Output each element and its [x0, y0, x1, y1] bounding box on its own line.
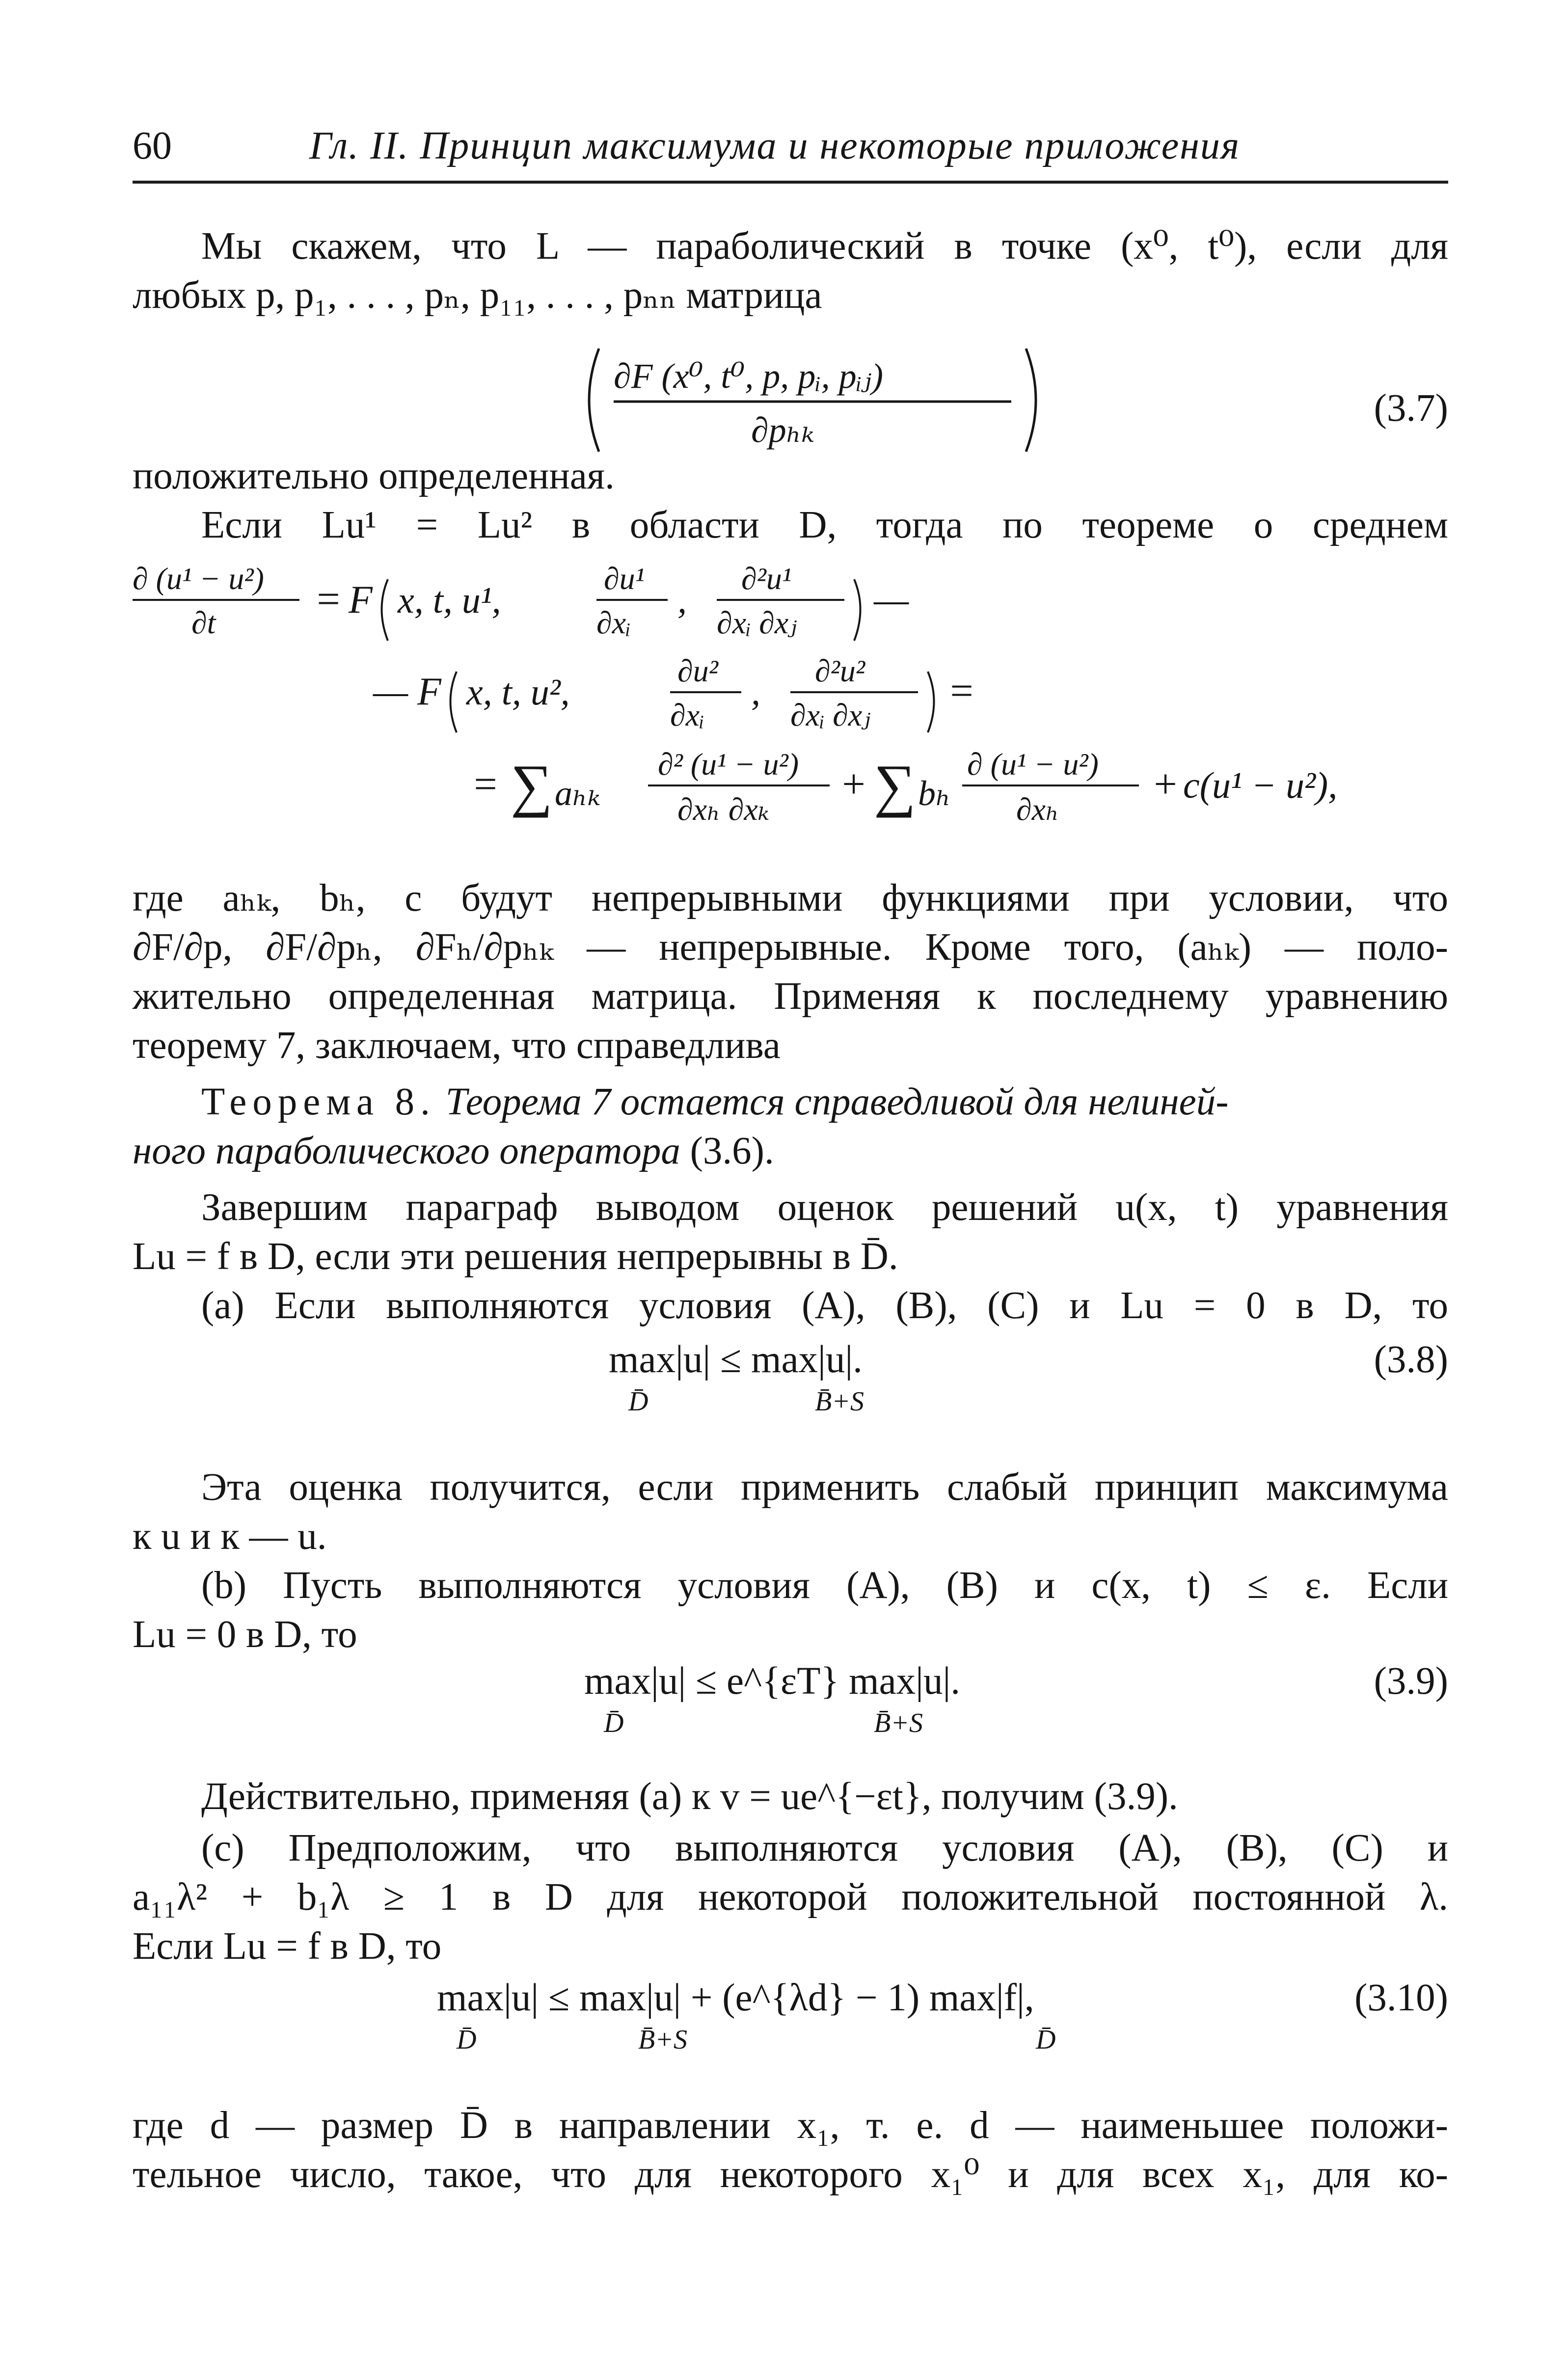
svg-text:c(u¹ − u²),: c(u¹ − u²),	[1183, 765, 1338, 806]
text-line: где aₕₖ, bₕ, c будут непрерывными функциями при условии, что	[133, 877, 1448, 920]
text-line: (a) Если выполняются условия (A), (B), (C) и Lu = 0 в D, то	[201, 1284, 1448, 1327]
svg-text:∂u²: ∂u²	[677, 653, 718, 688]
svg-text:+: +	[839, 761, 867, 807]
header-rule	[133, 181, 1448, 184]
theorem-label: Теорема 8.	[201, 1081, 436, 1123]
svg-text:bₕ: bₕ	[918, 774, 951, 813]
svg-text:∂xₕ: ∂xₕ	[1016, 792, 1059, 827]
svg-text:∂² (u¹ − u²): ∂² (u¹ − u²)	[658, 747, 799, 782]
text-line: жительно определенная матрица. Применяя к последнему уравнению	[133, 975, 1448, 1018]
text-line: Завершим параграф выводом оценок решений u(x, t) уравнения	[201, 1186, 1448, 1229]
svg-text:=: =	[947, 668, 975, 714]
theorem-statement: Теорема 7 остается справедливой для нелиней-	[445, 1081, 1229, 1123]
text-line: любых p, p₁, . . . , pₙ, p₁₁, . . . , pₙₙ матрица	[133, 274, 822, 317]
mean-value-formula	[133, 555, 1448, 849]
text-line: Lu = 0 в D, то	[133, 1613, 357, 1656]
svg-text:F: F	[349, 578, 373, 622]
formula-3-7-denominator: ∂pₕₖ	[751, 410, 814, 450]
svg-text:∂t: ∂t	[191, 605, 216, 640]
formula-3-10	[437, 1974, 1173, 2072]
equation-number-3-10: (3.10)	[1354, 1976, 1448, 2019]
svg-text:∂xₕ ∂xₖ: ∂xₕ ∂xₖ	[677, 792, 770, 827]
svg-text:∂xᵢ ∂xⱼ: ∂xᵢ ∂xⱼ	[790, 698, 871, 732]
formula-3-8-sub2: B̄+S	[815, 1386, 864, 1417]
equation-number-3-9: (3.9)	[1374, 1660, 1448, 1703]
text-line: Действительно, применяя (a) к v = ue^{−εt}, получим (3.9).	[201, 1775, 1178, 1818]
svg-text:∂xᵢ: ∂xᵢ	[596, 605, 631, 640]
svg-text:∂xᵢ ∂xⱼ: ∂xᵢ ∂xⱼ	[717, 605, 797, 640]
theorem-8-line2	[133, 1127, 1448, 1176]
formula-3-9-sub2: B̄+S	[874, 1708, 923, 1738]
svg-text:∂xᵢ: ∂xᵢ	[670, 698, 705, 732]
equation-number-3-8: (3.8)	[1374, 1338, 1448, 1381]
svg-text:∂ (u¹ − u²): ∂ (u¹ − u²)	[967, 747, 1099, 782]
svg-text:x, t, u²,: x, t, u²,	[466, 672, 570, 713]
formula-3-8	[609, 1335, 1001, 1433]
equation-number-3-7: (3.7)	[1374, 387, 1448, 430]
formula-3-10-sub2: B̄+S	[638, 2025, 687, 2055]
running-header	[133, 119, 1448, 173]
formula-3-9-main: max|u| ≤ e^{εT} max|u|.	[584, 1660, 961, 1703]
text-line: a₁₁λ² + b₁λ ≥ 1 в D для некоторой положительной постоянной λ.	[133, 1876, 1448, 1919]
formula-3-9	[584, 1657, 1026, 1755]
svg-text:,: ,	[751, 672, 760, 713]
svg-text:x, t, u¹,: x, t, u¹,	[398, 580, 501, 621]
text-line: где d — размер D̄ в направлении x₁, т. е. d — наименьшее положи-	[133, 2104, 1448, 2147]
formula-3-9-sub1: D̄	[604, 1708, 624, 1738]
text-line: Lu = f в D, если эти решения непрерывны в D̄.	[133, 1235, 898, 1278]
text-line: тельное число, такое, что для некоторого x₁⁰ и для всех x₁, для ко-	[133, 2153, 1448, 2196]
running-title: Гл. II. Принцип максимума и некоторые приложения	[309, 124, 1241, 167]
svg-text:∂u¹: ∂u¹	[604, 561, 645, 596]
formula-3-10-main: max|u| ≤ max|u| + (e^{λd} − 1) max|f|,	[437, 1976, 1034, 2019]
svg-text:∂ (u¹ − u²): ∂ (u¹ − u²)	[133, 561, 264, 596]
svg-text:—: —	[874, 578, 909, 622]
svg-text:=: =	[314, 576, 342, 622]
formula-3-10-sub1: D̄	[457, 2025, 477, 2055]
svg-text:F: F	[417, 670, 441, 713]
text-line: ∂F/∂p, ∂F/∂pₕ, ∂Fₕ/∂pₕₖ — непрерывные. Кроме того, (aₕₖ) — поло-	[133, 926, 1448, 969]
text-line: (c) Предположим, что выполняются условия (A), (B), (C) и	[201, 1827, 1448, 1869]
text-line: Эта оценка получится, если применить слабый принцип максимума	[201, 1466, 1448, 1509]
svg-text:aₕₖ: aₕₖ	[555, 774, 601, 813]
svg-text:=: =	[471, 761, 499, 807]
svg-text:,: ,	[677, 580, 687, 621]
formula-3-8-main: max|u| ≤ max|u|.	[609, 1338, 863, 1381]
formula-3-7	[579, 339, 1070, 461]
text-line: (b) Пусть выполняются условия (A), (B) и c(x, t) ≤ ε. Если	[201, 1564, 1448, 1607]
formula-3-8-sub1: D̄	[628, 1386, 648, 1417]
svg-text:∂²u¹: ∂²u¹	[741, 561, 791, 596]
theorem-statement-cont: ного параболического оператора	[133, 1130, 680, 1172]
page-number: 60	[133, 124, 172, 167]
svg-text:+: +	[1151, 761, 1179, 807]
svg-text:∂²u²: ∂²u²	[815, 653, 865, 688]
text-line: к u и к — u.	[133, 1515, 327, 1558]
text-line: Мы скажем, что L — параболический в точке (x⁰, t⁰), если для	[201, 225, 1448, 268]
theorem-8-line1	[133, 1078, 1448, 1127]
formula-3-7-graphic	[579, 339, 1070, 461]
svg-text:—: —	[373, 670, 408, 713]
formula-3-10-sub3: D̄	[1036, 2025, 1056, 2055]
mean-value-graphic	[133, 555, 1448, 849]
formula-3-7-numerator: ∂F (x⁰, t⁰, p, pᵢ, pᵢⱼ)	[614, 356, 883, 396]
theorem-ref: (3.6).	[690, 1130, 774, 1172]
text-line: Если Lu¹ = Lu² в области D, тогда по теореме о среднем	[201, 504, 1448, 546]
text-line: положительно определенная.	[133, 455, 615, 497]
svg-text:∑: ∑	[874, 753, 916, 818]
text-line: теорему 7, заключаем, что справедлива	[133, 1024, 781, 1067]
text-line: Если Lu = f в D, то	[133, 1925, 442, 1968]
svg-text:∑: ∑	[511, 753, 553, 818]
